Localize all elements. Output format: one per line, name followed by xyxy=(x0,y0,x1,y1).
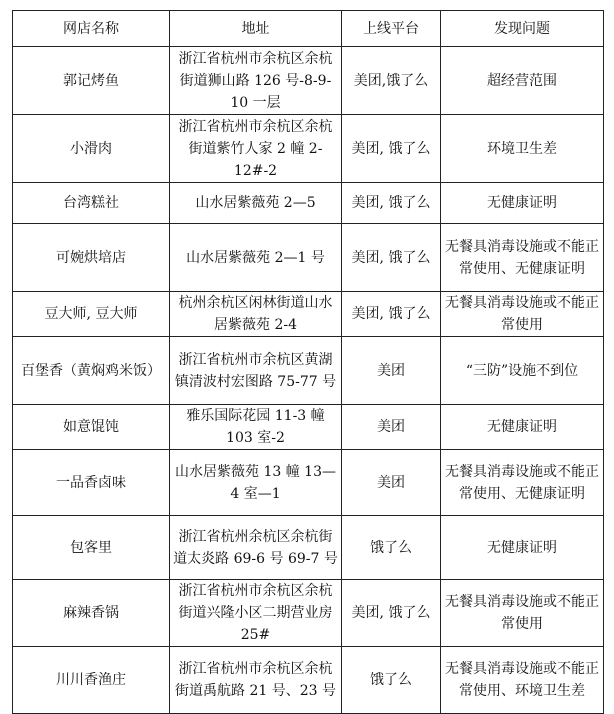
issue-cell: 无餐具消毒设施或不能正常使用、无健康证明 xyxy=(441,224,604,292)
address-cell: 山水居紫薇苑 13 幢 13—4 室—1 xyxy=(170,450,342,516)
issue-cell: 无餐具消毒设施或不能正常使用 xyxy=(441,292,604,337)
shop-name-cell: 一品香卤味 xyxy=(13,450,170,516)
platform-cell: 饿了么 xyxy=(342,516,441,580)
platform-cell: 美团, 饿了么 xyxy=(342,183,441,224)
table-row xyxy=(13,647,604,714)
issue-cell: “三防”设施不到位 xyxy=(441,337,604,405)
issue-cell: 无餐具消毒设施或不能正常使用 xyxy=(441,580,604,647)
shop-name-cell: 如意馄饨 xyxy=(13,405,170,450)
address-cell: 浙江省杭州市余杭区余杭街道狮山路 126 号-8-9-10 一层 xyxy=(170,47,342,115)
table-row xyxy=(13,337,604,405)
issue-cell: 无健康证明 xyxy=(441,405,604,450)
issue-cell: 无餐具消毒设施或不能正常使用、环境卫生差 xyxy=(441,647,604,714)
header-platform: 上线平台 xyxy=(342,11,441,47)
issue-cell: 无健康证明 xyxy=(441,183,604,224)
issue-cell: 无健康证明 xyxy=(441,516,604,580)
table-row xyxy=(13,183,604,224)
table-row xyxy=(13,47,604,115)
address-cell: 浙江省杭州市余杭区黄湖镇清波村宏图路 75-77 号 xyxy=(170,337,342,405)
address-cell: 杭州余杭区闲林街道山水居紫薇苑 2-4 xyxy=(170,292,342,337)
table-row xyxy=(13,580,604,647)
address-cell: 山水居紫薇苑 2—1 号 xyxy=(170,224,342,292)
table-row xyxy=(13,292,604,337)
shop-issues-table xyxy=(12,10,604,714)
header-row xyxy=(13,11,604,47)
shop-name-cell: 包客里 xyxy=(13,516,170,580)
header-shop-name: 网店名称 xyxy=(13,11,170,47)
header-address: 地址 xyxy=(170,11,342,47)
platform-cell: 美团, 饿了么 xyxy=(342,292,441,337)
table-row xyxy=(13,224,604,292)
address-cell: 雅乐国际花园 11-3 幢 103 室-2 xyxy=(170,405,342,450)
platform-cell: 美团,饿了么 xyxy=(342,47,441,115)
platform-cell: 饿了么 xyxy=(342,647,441,714)
shop-name-cell: 郭记烤鱼 xyxy=(13,47,170,115)
platform-cell: 美团 xyxy=(342,337,441,405)
platform-cell: 美团, 饿了么 xyxy=(342,580,441,647)
shop-name-cell: 可婉烘培店 xyxy=(13,224,170,292)
address-cell: 浙江省杭州市余杭区余杭街道紫竹人家 2 幢 2-12#-2 xyxy=(170,115,342,183)
shop-name-cell: 麻辣香锅 xyxy=(13,580,170,647)
table-row xyxy=(13,450,604,516)
issue-cell: 无餐具消毒设施或不能正常使用、无健康证明 xyxy=(441,450,604,516)
platform-cell: 美团 xyxy=(342,405,441,450)
shop-name-cell: 小滑肉 xyxy=(13,115,170,183)
address-cell: 浙江省杭州余杭区余杭街道太炎路 69-6 号 69-7 号 xyxy=(170,516,342,580)
shop-name-cell: 豆大师, 豆大师 xyxy=(13,292,170,337)
address-cell: 浙江省杭州市余杭区余杭街道兴隆小区二期营业房 25# xyxy=(170,580,342,647)
shop-name-cell: 川川香渔庄 xyxy=(13,647,170,714)
platform-cell: 美团, 饿了么 xyxy=(342,224,441,292)
platform-cell: 美团 xyxy=(342,450,441,516)
shop-name-cell: 台湾糕社 xyxy=(13,183,170,224)
address-cell: 山水居紫薇苑 2—5 xyxy=(170,183,342,224)
table-row xyxy=(13,405,604,450)
platform-cell: 美团, 饿了么 xyxy=(342,115,441,183)
issue-cell: 环境卫生差 xyxy=(441,115,604,183)
shop-name-cell: 百堡香（黄焖鸡米饭） xyxy=(13,337,170,405)
table-row xyxy=(13,115,604,183)
address-cell: 浙江省杭州市余杭区余杭街道禹航路 21 号、23 号 xyxy=(170,647,342,714)
table-row xyxy=(13,516,604,580)
issue-cell: 超经营范围 xyxy=(441,47,604,115)
header-issue: 发现问题 xyxy=(441,11,604,47)
